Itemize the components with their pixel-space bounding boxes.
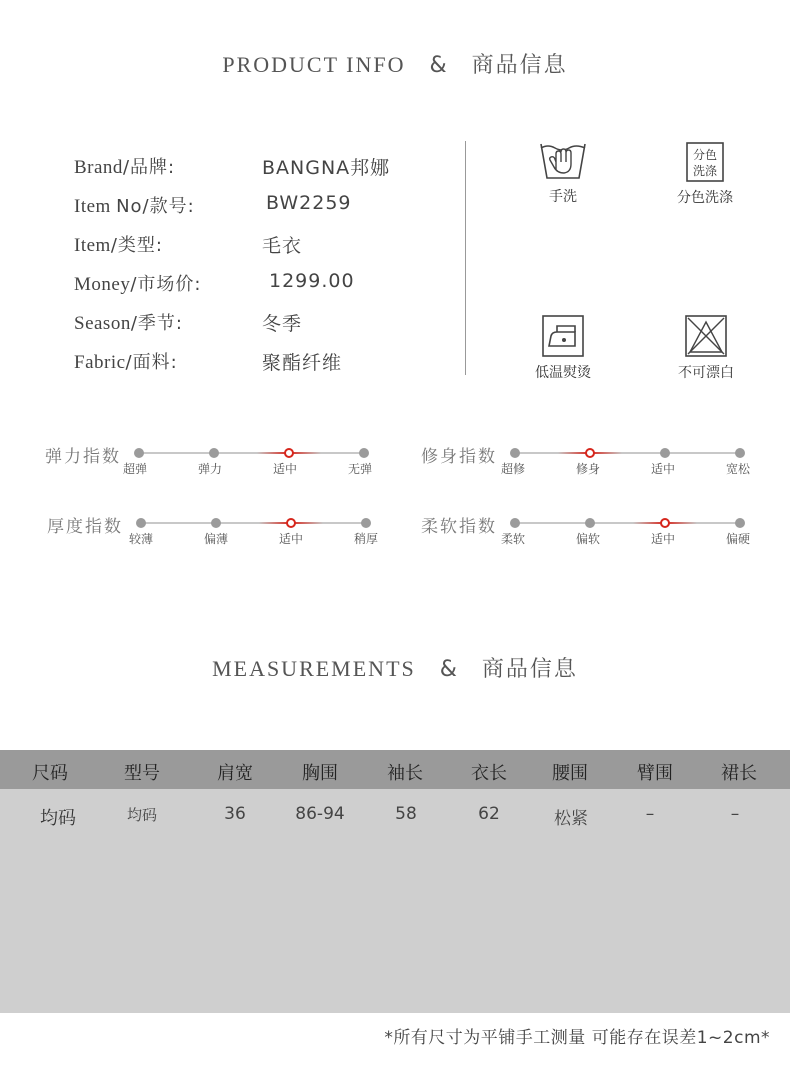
scale-dot [735, 448, 745, 458]
scale-option-label: 适中 [650, 532, 675, 546]
scale-option-label: 偏硬 [725, 532, 750, 546]
svg-text:分色: 分色 [692, 148, 718, 162]
info-row-fabric [74, 348, 444, 378]
scale-dot [510, 448, 520, 458]
header-sleeve: 袖长 [387, 763, 423, 784]
header-size: 尺码 [32, 763, 68, 784]
scale-dot-selected [585, 448, 595, 458]
scale-dot [134, 448, 144, 458]
scale-elasticity: 弹力指数 超弹 弹力 适中 无弹 [45, 442, 385, 492]
cell-model: 均码 [126, 806, 157, 824]
separate-wash-icon [685, 141, 725, 183]
scale-softness: 柔软指数 柔软 偏软 适中 偏硬 [421, 512, 761, 562]
scale-option-label: 超弹 [122, 462, 147, 476]
info-value: 1299.00 [269, 270, 355, 292]
cell-bust: 86-94 [295, 804, 345, 824]
info-label: Item/类型: [74, 235, 163, 256]
info-label: Fabric/面料: [74, 352, 178, 373]
product-info-title: PRODUCT INFO & 商品信息 [222, 52, 568, 78]
care-no-bleach: 不可漂白 [656, 314, 756, 382]
scale-dot-selected [284, 448, 294, 458]
info-value: 聚酯纤维 [262, 352, 343, 374]
size-table-body [0, 789, 790, 1013]
scale-dot [510, 518, 520, 528]
scale-dot [660, 448, 670, 458]
scale-dot [361, 518, 371, 528]
scale-track [515, 452, 740, 454]
scale-fit: 修身指数 超修 修身 适中 宽松 [421, 442, 761, 492]
info-row-item-type [74, 231, 444, 261]
scale-option-label: 适中 [650, 462, 675, 476]
info-label: Season/季节: [74, 313, 183, 334]
cell-size: 均码 [40, 808, 76, 829]
hand-wash-icon [538, 140, 588, 182]
scale-option-label: 无弹 [347, 462, 372, 476]
info-row-brand [74, 153, 444, 183]
header-waist: 腰围 [552, 763, 588, 784]
scale-dot [209, 448, 219, 458]
header-arm: 臂围 [637, 763, 673, 784]
scale-option-label: 偏软 [575, 532, 600, 546]
header-bust: 胸围 [302, 763, 338, 784]
info-value: 冬季 [262, 313, 303, 335]
scale-option-label: 适中 [278, 532, 303, 546]
care-separate-wash: 分色 洗涤 分色洗涤 [655, 141, 755, 207]
scale-track [141, 522, 366, 524]
cell-shoulder: 36 [224, 804, 246, 824]
scale-thickness: 厚度指数 较薄 偏薄 适中 稍厚 [47, 512, 387, 562]
cell-sleeve: 58 [395, 804, 417, 824]
care-low-iron: 低温熨烫 [513, 314, 613, 382]
header-model: 型号 [124, 763, 160, 784]
info-row-season [74, 309, 444, 339]
info-row-item-no [74, 192, 444, 222]
header-skirt: 裙长 [721, 763, 757, 784]
scale-option-label: 弹力 [197, 462, 222, 476]
low-temperature-iron-icon [541, 314, 585, 358]
cell-skirt: – [730, 804, 740, 824]
scale-option-label: 宽松 [725, 462, 750, 476]
scale-option-label: 超修 [500, 462, 525, 476]
scale-dot-selected [286, 518, 296, 528]
cell-length: 62 [478, 804, 500, 824]
scale-option-label: 适中 [272, 462, 297, 476]
measurements-title: MEASUREMENTS & 商品信息 [212, 656, 578, 682]
vertical-divider [465, 141, 466, 375]
scale-dot-selected [660, 518, 670, 528]
header-shoulder: 肩宽 [217, 763, 253, 784]
care-hand-wash: 手洗 [513, 140, 613, 206]
scale-dot [585, 518, 595, 528]
info-label: Item No/款号: [74, 196, 195, 217]
scale-dot [735, 518, 745, 528]
info-value: 毛衣 [262, 235, 303, 257]
info-value: BW2259 [266, 192, 352, 214]
scale-track [139, 452, 364, 454]
cell-waist: 松紧 [554, 809, 588, 829]
svg-text:洗涤: 洗涤 [692, 164, 718, 178]
info-label: Money/市场价: [74, 274, 202, 295]
measurement-footnote: *所有尺寸为平铺手工测量 可能存在误差1~2cm* [384, 1028, 770, 1048]
scale-option-label: 偏薄 [203, 532, 228, 546]
info-label: Brand/品牌: [74, 157, 176, 178]
size-table-header [0, 750, 790, 789]
scale-option-label: 稍厚 [353, 532, 378, 546]
scale-dot [136, 518, 146, 528]
scale-dot [211, 518, 221, 528]
header-length: 衣长 [471, 763, 507, 784]
info-value: BANGNA邦娜 [262, 157, 391, 179]
info-row-money [74, 270, 444, 300]
scale-option-label: 较薄 [128, 532, 153, 546]
scale-track [515, 522, 740, 524]
cell-arm: – [645, 804, 655, 824]
no-bleach-icon [684, 314, 728, 358]
scale-option-label: 修身 [575, 462, 600, 476]
scale-dot [359, 448, 369, 458]
scale-option-label: 柔软 [500, 532, 525, 546]
